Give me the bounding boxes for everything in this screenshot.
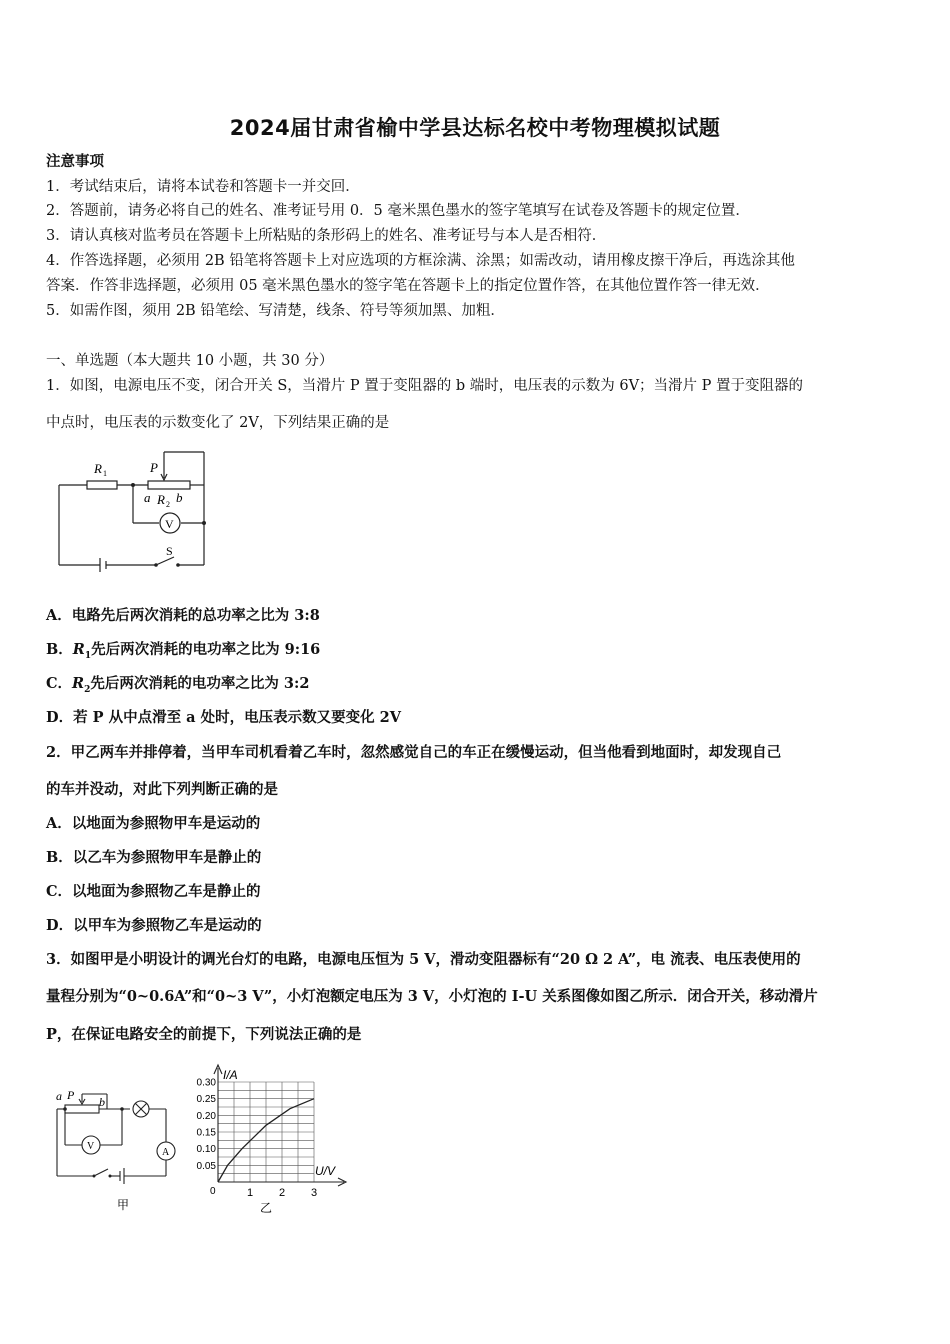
q2-stem-line: 的车并没动，对此下列判断正确的是 (46, 781, 278, 798)
q1-option-c[interactable] (46, 674, 309, 700)
q2-stem-line: 2．甲乙两车并排停着，当甲车司机看着乙车时，忽然感觉自己的车正在缓慢运动，但当他看到地面时，却发现自己 (46, 744, 782, 761)
switch-label: S (166, 544, 173, 558)
q3-circuit-diagram (50, 1088, 190, 1218)
option-text: 先后两次消耗的电功率之比为 9:16 (91, 641, 321, 658)
ammeter-label: A (162, 1147, 170, 1158)
notice-item: 答案．作答非选择题，必须用 05 毫米黑色墨水的签字笔在答题卡上的指定位置作答，在其他位置作答一律无效． (46, 278, 770, 294)
notice-item: 1．考试结束后，请将本试卷和答题卡一并交回． (46, 179, 360, 195)
y-axis-label: I/A (223, 1068, 238, 1082)
x-tick-label: 3 (310, 1187, 318, 1199)
q3-stem-line: P，在保证电路安全的前提下，下列说法正确的是 (46, 1026, 362, 1043)
x-tick-label: 2 (278, 1187, 286, 1199)
q1-circuit-diagram (50, 447, 220, 577)
terminal-b-label: b (99, 1095, 105, 1109)
q2-option-a[interactable]: A．以地面为参照物甲车是运动的 (46, 815, 261, 832)
x-tick-label: 1 (246, 1187, 254, 1199)
notice-item: 4．作答选择题，必须用 2B 铅笔将答题卡上对应选项的方框涂满、涂黑；如需改动，请用橡皮擦干净后，再选涂其他 (46, 253, 795, 269)
y-tick-label: 0.15 (196, 1127, 216, 1139)
q3-stem-line: 3．如图甲是小明设计的调光台灯的电路，电源电压恒为 5 V，滑动变阻器标有“20 Ω 2 A”，电 流表、电压表使用的 (46, 951, 801, 968)
r2-label: R (157, 492, 165, 507)
slider-label: P (150, 460, 158, 475)
x-axis-label: U/V (315, 1164, 336, 1178)
origin-label: 0 (210, 1186, 216, 1197)
r2-resistor (148, 481, 190, 489)
notice-item: 5．如需作图，须用 2B 铅笔绘、写清楚，线条、符号等须加黑、加粗． (46, 303, 505, 319)
voltmeter-label: V (165, 517, 174, 531)
terminal-b-label: b (176, 490, 183, 505)
y-tick-label: 0.30 (196, 1077, 216, 1089)
y-tick-label: 0.25 (196, 1094, 216, 1106)
r2-subscript: 2 (84, 684, 91, 695)
r2-symbol: R (72, 675, 85, 692)
r1-subscript: 1 (103, 469, 107, 478)
q2-option-d[interactable]: D．以甲车为参照物乙车是运动的 (46, 917, 262, 934)
figure-caption-yi: 乙 (260, 1201, 273, 1215)
slider-label: P (67, 1088, 75, 1102)
notice-heading: 注意事项 (46, 153, 104, 170)
terminal-a-label: a (56, 1089, 62, 1103)
iu-graph (180, 1062, 355, 1218)
chart-grid (218, 1082, 314, 1182)
y-tick-label: 0.20 (196, 1110, 216, 1122)
q3-stem-line: 量程分别为“0~0.6A”和“0~3 V”，小灯泡额定电压为 3 V，小灯泡的 I-U 关系图像如图乙所示．闭合开关，移动滑片 (46, 988, 818, 1005)
notice-item: 2．答题前，请务必将自己的姓名、准考证号用 0．5 毫米黑色墨水的签字笔填写在试卷及答题卡的规定位置． (46, 203, 750, 219)
section-heading: 一、单选题（本大题共 10 小题，共 30 分） (46, 353, 334, 369)
figure-caption-jia: 甲 (117, 1198, 130, 1212)
option-text: 先后两次消耗的电功率之比为 3:2 (90, 675, 310, 692)
q1-option-d[interactable]: D．若 P 从中点滑至 a 处时，电压表示数又要变化 2V (46, 709, 401, 726)
q2-option-c[interactable]: C．以地面为参照物乙车是静止的 (46, 883, 261, 900)
rheostat (65, 1105, 99, 1113)
option-prefix: B． (46, 641, 73, 658)
q1-stem-line: 1．如图，电源电压不变，闭合开关 S，当滑片 P 置于变阻器的 b 端时，电压表的示数为 6V；当滑片 P 置于变阻器的 (46, 378, 804, 394)
y-tick-label: 0.05 (196, 1160, 216, 1172)
q1-stem-line: 中点时，电压表的示数变化了 2V，下列结果正确的是 (46, 415, 390, 431)
r1-subscript: 1 (84, 650, 92, 661)
voltmeter-label: V (87, 1141, 95, 1152)
q1-option-b[interactable] (46, 640, 320, 666)
r1-resistor (87, 481, 117, 489)
terminal-a-label: a (144, 490, 151, 505)
r1-symbol: R (72, 641, 85, 658)
notice-item: 3．请认真核对监考员在答题卡上所粘贴的条形码上的姓名、准考证号与本人是否相符． (46, 228, 607, 244)
y-tick-label: 0.10 (196, 1144, 216, 1156)
r1-label: R (94, 461, 102, 476)
option-prefix: C． (46, 675, 73, 692)
q2-option-b[interactable]: B．以乙车为参照物甲车是静止的 (46, 849, 262, 866)
q1-option-a[interactable]: A．电路先后两次消耗的总功率之比为 3:8 (46, 607, 320, 624)
page-title: 2024届甘肃省榆中学县达标名校中考物理模拟试题 (229, 116, 721, 140)
r2-subscript: 2 (166, 500, 170, 509)
